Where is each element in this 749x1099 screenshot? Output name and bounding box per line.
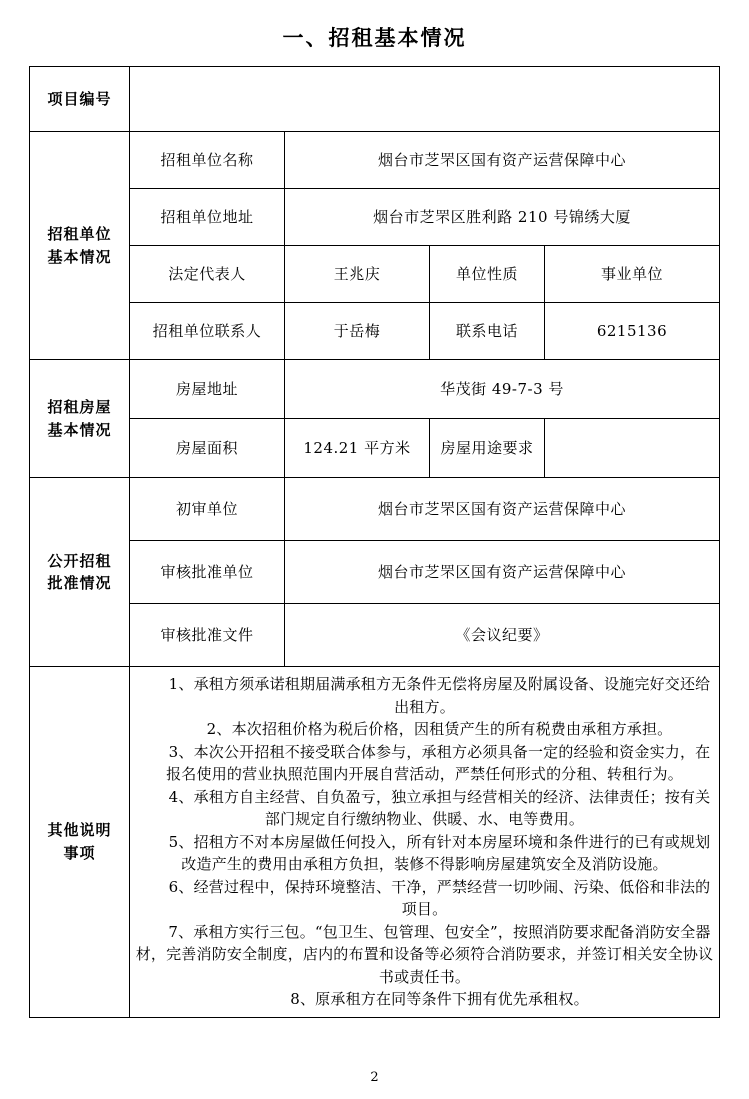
table-row-approval-unit [30, 541, 720, 604]
value-unit-type[interactable]: 事业单位 [545, 246, 720, 303]
table-row-contact [30, 303, 720, 360]
table-row-house-area [30, 419, 720, 478]
table-row-lessor-address [30, 189, 720, 246]
label-legal-rep: 法定代表人 [130, 246, 285, 303]
table-row-house-address [30, 360, 720, 419]
value-lessor-name[interactable]: 烟台市芝罘区国有资产运营保障中心 [285, 132, 720, 189]
value-lessor-address[interactable]: 烟台市芝罘区胜利路 210 号锦绣大厦 [285, 189, 720, 246]
label-lessor-basic-line1: 招租单位 [47, 225, 112, 243]
value-first-review-unit[interactable]: 烟台市芝罘区国有资产运营保障中心 [285, 478, 720, 541]
table-row-lessor-name [30, 132, 720, 189]
value-house-use[interactable] [545, 419, 720, 478]
label-contact-phone: 联系电话 [430, 303, 545, 360]
label-house-address: 房屋地址 [130, 360, 285, 419]
label-approval-unit: 审核批准单位 [130, 541, 285, 604]
label-lessor-basic [30, 132, 130, 360]
value-house-area[interactable]: 124.21 平方米 [285, 419, 430, 478]
lease-info-table [29, 66, 720, 1018]
note-item: 8、原承租方在同等条件下拥有优先承租权。 [290, 990, 589, 1008]
note-item: 3、本次公开招租不接受联合体参与，承租方必须具备一定的经验和资金实力，在报名使用的营业执照范围内开展自营活动，严禁任何形式的分租、转租行为。 [166, 742, 711, 783]
note-item: 2、本次招租价格为税后价格，因租赁产生的所有税费由承租方承担。 [206, 720, 673, 738]
label-house-area: 房屋面积 [130, 419, 285, 478]
label-project-no: 项目编号 [30, 67, 130, 132]
label-lessor-address: 招租单位地址 [130, 189, 285, 246]
page-number: 2 [370, 1070, 379, 1085]
label-approval-status [30, 478, 130, 667]
label-other-line2: 事项 [63, 843, 96, 862]
value-approval-unit[interactable]: 烟台市芝罘区国有资产运营保障中心 [285, 541, 720, 604]
note-item: 1、承租方须承诺租期届满承租方无条件无偿将房屋及附属设备、设施完好交还给出租方。 [168, 675, 711, 716]
label-house-basic-line1: 招租房屋 [47, 398, 112, 416]
label-lessor-basic-line2: 基本情况 [47, 247, 112, 266]
note-item: 5、招租方不对本房屋做任何投入，所有针对本房屋环境和条件进行的已有或规划改造产生的费用由承租方负担，装修不得影响房屋建筑安全及消防设施。 [168, 832, 711, 873]
label-lessor-name: 招租单位名称 [130, 132, 285, 189]
other-notes-content [130, 667, 720, 1018]
page-title: 一、招租基本情况 [282, 25, 467, 50]
value-project-no[interactable] [130, 67, 720, 132]
label-approval-line1: 公开招租 [47, 551, 112, 570]
table-row-legal-rep [30, 246, 720, 303]
label-first-review-unit: 初审单位 [130, 478, 285, 541]
label-house-use: 房屋用途要求 [430, 419, 545, 478]
note-item: 6、经营过程中，保持环境整洁、干净，严禁经营一切吵闹、污染、低俗和非法的项目。 [168, 877, 711, 918]
label-other-notes [30, 667, 130, 1018]
table-row-other-notes [30, 667, 720, 1018]
value-legal-rep[interactable]: 王兆庆 [285, 246, 430, 303]
value-house-address[interactable]: 华茂街 49-7-3 号 [285, 360, 720, 419]
label-unit-type: 单位性质 [430, 246, 545, 303]
note-item: 4、承租方自主经营、自负盈亏，独立承担与经营相关的经济、法律责任；按有关部门规定自行缴纳物业、供暖、水、电等费用。 [168, 787, 711, 828]
label-house-basic [30, 360, 130, 478]
value-contact-phone[interactable]: 6215136 [545, 303, 720, 360]
label-approval-doc: 审核批准文件 [130, 604, 285, 667]
value-approval-doc[interactable]: 《会议纪要》 [285, 604, 720, 667]
label-other-line1: 其他说明 [47, 821, 112, 840]
value-contact-person[interactable]: 于岳梅 [285, 303, 430, 360]
label-house-basic-line2: 基本情况 [47, 420, 112, 439]
table-row-first-review [30, 478, 720, 541]
label-approval-line2: 批准情况 [47, 574, 112, 592]
note-item: 7、承租方实行三包。“包卫生、包管理、包安全”，按照消防要求配备消防安全器材，完善消防安全制度，店内的布置和设备等必须符合消防要求，并签订相关安全协议书或责任书。 [135, 922, 714, 986]
table-row-project-no [30, 67, 720, 132]
label-contact-person: 招租单位联系人 [130, 303, 285, 360]
table-row-approval-doc [30, 604, 720, 667]
